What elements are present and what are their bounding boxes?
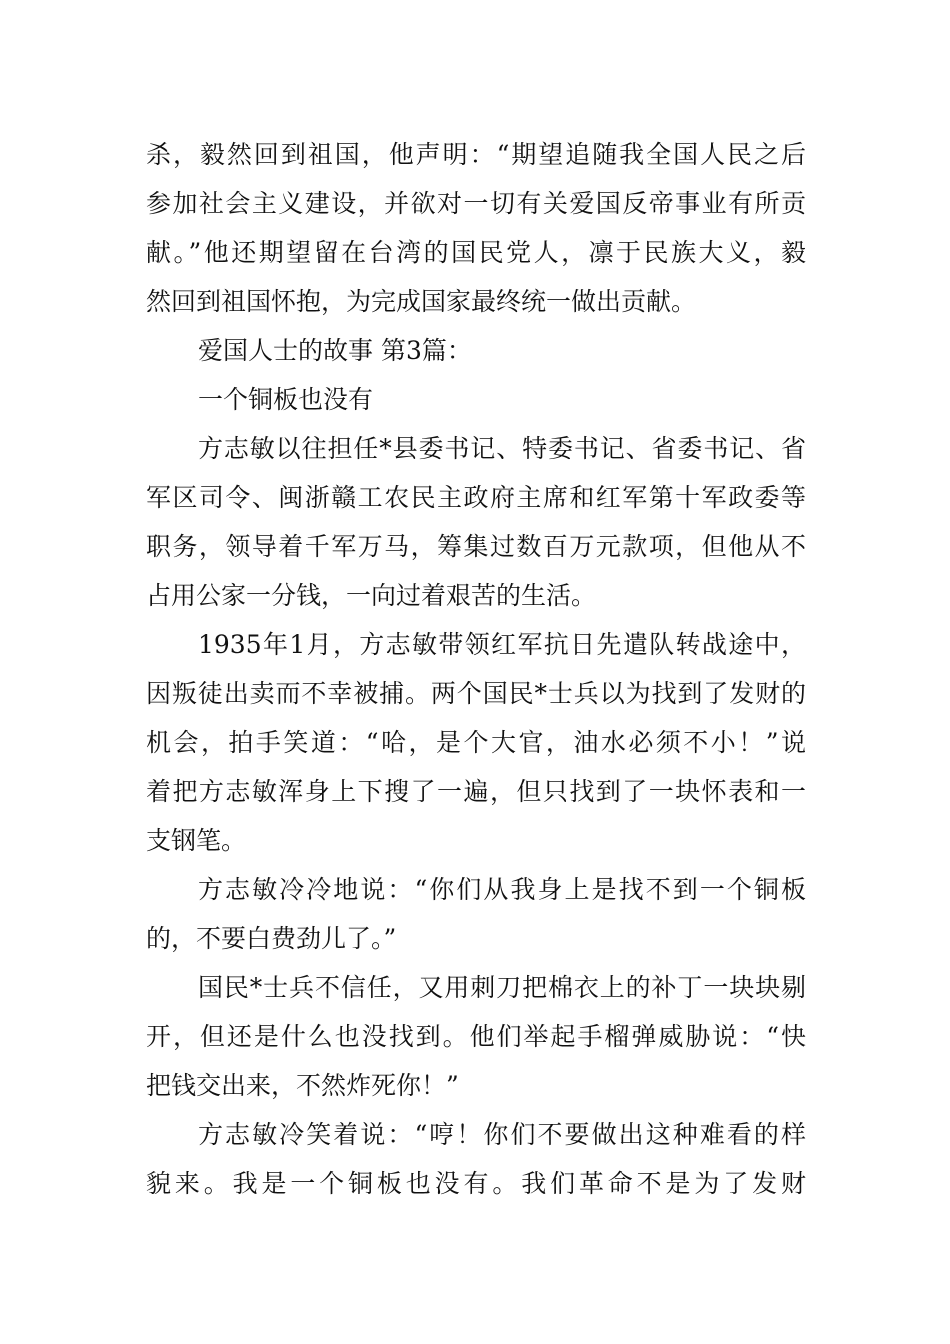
text-line: 爱国人士的故事 第3篇： bbox=[198, 336, 472, 365]
text-line: 献。”他还期望留在台湾的国民党人，凛于民族大义，毅 bbox=[146, 238, 806, 267]
document-page bbox=[146, 130, 806, 1208]
text-line: 军区司令、闽浙赣工农民主政府主席和红军第十军政委等 bbox=[146, 483, 806, 512]
text-line: 方志敏以往担任*县委书记、特委书记、省委书记、省 bbox=[198, 434, 806, 463]
text-line: 杀，毅然回到祖国，他声明：“期望追随我全国人民之后 bbox=[146, 140, 806, 169]
text-line: 方志敏冷笑着说：“哼！你们不要做出这种难看的样 bbox=[198, 1120, 806, 1149]
text-line: 开，但还是什么也没找到。他们举起手榴弹威胁说：“快 bbox=[146, 1022, 806, 1051]
text-line: 支钢笔。 bbox=[146, 826, 247, 855]
text-line: 貌来。我是一个铜板也没有。我们革命不是为了发财 bbox=[146, 1169, 806, 1198]
text-line: 因叛徒出卖而不幸被捕。两个国民*士兵以为找到了发财的 bbox=[146, 679, 806, 708]
text-line: 占用公家一分钱，一向过着艰苦的生活。 bbox=[146, 581, 597, 610]
text-line: 国民*士兵不信任，又用刺刀把棉衣上的补丁一块块剔 bbox=[198, 973, 806, 1002]
text-line: 着把方志敏浑身上下搜了一遍，但只找到了一块怀表和一 bbox=[146, 777, 806, 806]
text-line: 参加社会主义建设，并欲对一切有关爱国反帝事业有所贡 bbox=[146, 189, 806, 218]
text-line: 1935年1月，方志敏带领红军抗日先遣队转战途中， bbox=[198, 630, 806, 659]
text-line: 然回到祖国怀抱，为完成国家最终统一做出贡献。 bbox=[146, 287, 697, 316]
text-line: 职务，领导着千军万马，筹集过数百万元款项，但他从不 bbox=[146, 532, 806, 561]
text-line: 机会，拍手笑道：“哈，是个大官，油水必须不小！”说 bbox=[146, 728, 806, 757]
text-line: 的，不要白费劲儿了。” bbox=[146, 924, 397, 953]
text-line: 一个铜板也没有 bbox=[198, 385, 374, 414]
text-line: 方志敏冷冷地说：“你们从我身上是找不到一个铜板 bbox=[198, 875, 806, 904]
text-line: 把钱交出来，不然炸死你！” bbox=[146, 1071, 459, 1100]
